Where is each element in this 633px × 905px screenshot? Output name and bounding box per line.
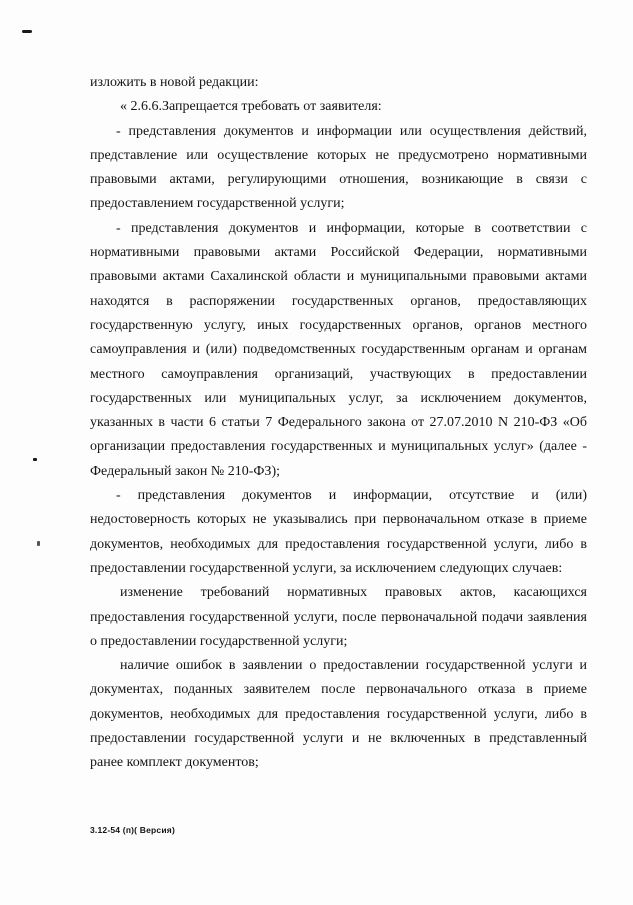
scan-speck-left-margin: [33, 458, 37, 461]
paragraph-item-2: - представления документов и информации, которые в соответствии с нормативными правовыми актами Российской Федерации, нормативными правовыми актами Сахалинской области и муниципальными правовыми актами находятся в распоряжении государственных органов, предоставляющих государственную услугу, иных государственных органов, органов местного самоуправления и (или) подведомственных государственным органам и органам местного самоуправления организаций, участвующих в предоставлении государственных или муниципальных услуг, за исключением документов, указанных в части 6 статьи 7 Федерального закона от 27.07.2010 N 210-ФЗ «Об организации предоставления государственных и муниципальных услуг» (далее - Федеральный закон № 210-ФЗ);: [90, 220, 587, 479]
paragraph-clause-heading: « 2.6.6.Запрещается требовать от заявителя:: [120, 99, 382, 115]
scan-speck-left-margin-2: [37, 541, 40, 546]
document-body: [90, 71, 587, 776]
document-footer-code: 3.12-54 (п)( Версия): [90, 825, 175, 835]
paragraph-case-1: изменение требований нормативных правовых актов, касающихся предоставления государственной услуги, после первоначальной подачи заявления о предоставлении государственной услуги;: [90, 585, 587, 649]
paragraph-intro: изложить в новой редакции:: [90, 75, 259, 90]
paragraph-item-3: - представления документов и информации, отсутствие и (или) недостоверность которых не указывались при первоначальном отказе в приеме документов, необходимых для предоставления государственной услуги, либо в предоставлении государственной услуги, за исключением следующих случаев:: [90, 488, 587, 576]
paragraph-item-1: - представления документов и информации или осуществления действий, представление или осуществление которых не предусмотрено нормативными правовыми актами, регулирующими отношения, возникающие в связи с предоставлением государственной услуги;: [90, 123, 587, 212]
paragraph-case-2: наличие ошибок в заявлении о предоставлении государственной услуги и документах, поданных заявителем после первоначального отказа в приеме документов, необходимых для предоставления государственной услуги, либо в предоставлении государственной услуги и не включенных в представленный ранее комплект документов;: [90, 658, 587, 771]
scan-speck-top-left: [22, 30, 32, 33]
